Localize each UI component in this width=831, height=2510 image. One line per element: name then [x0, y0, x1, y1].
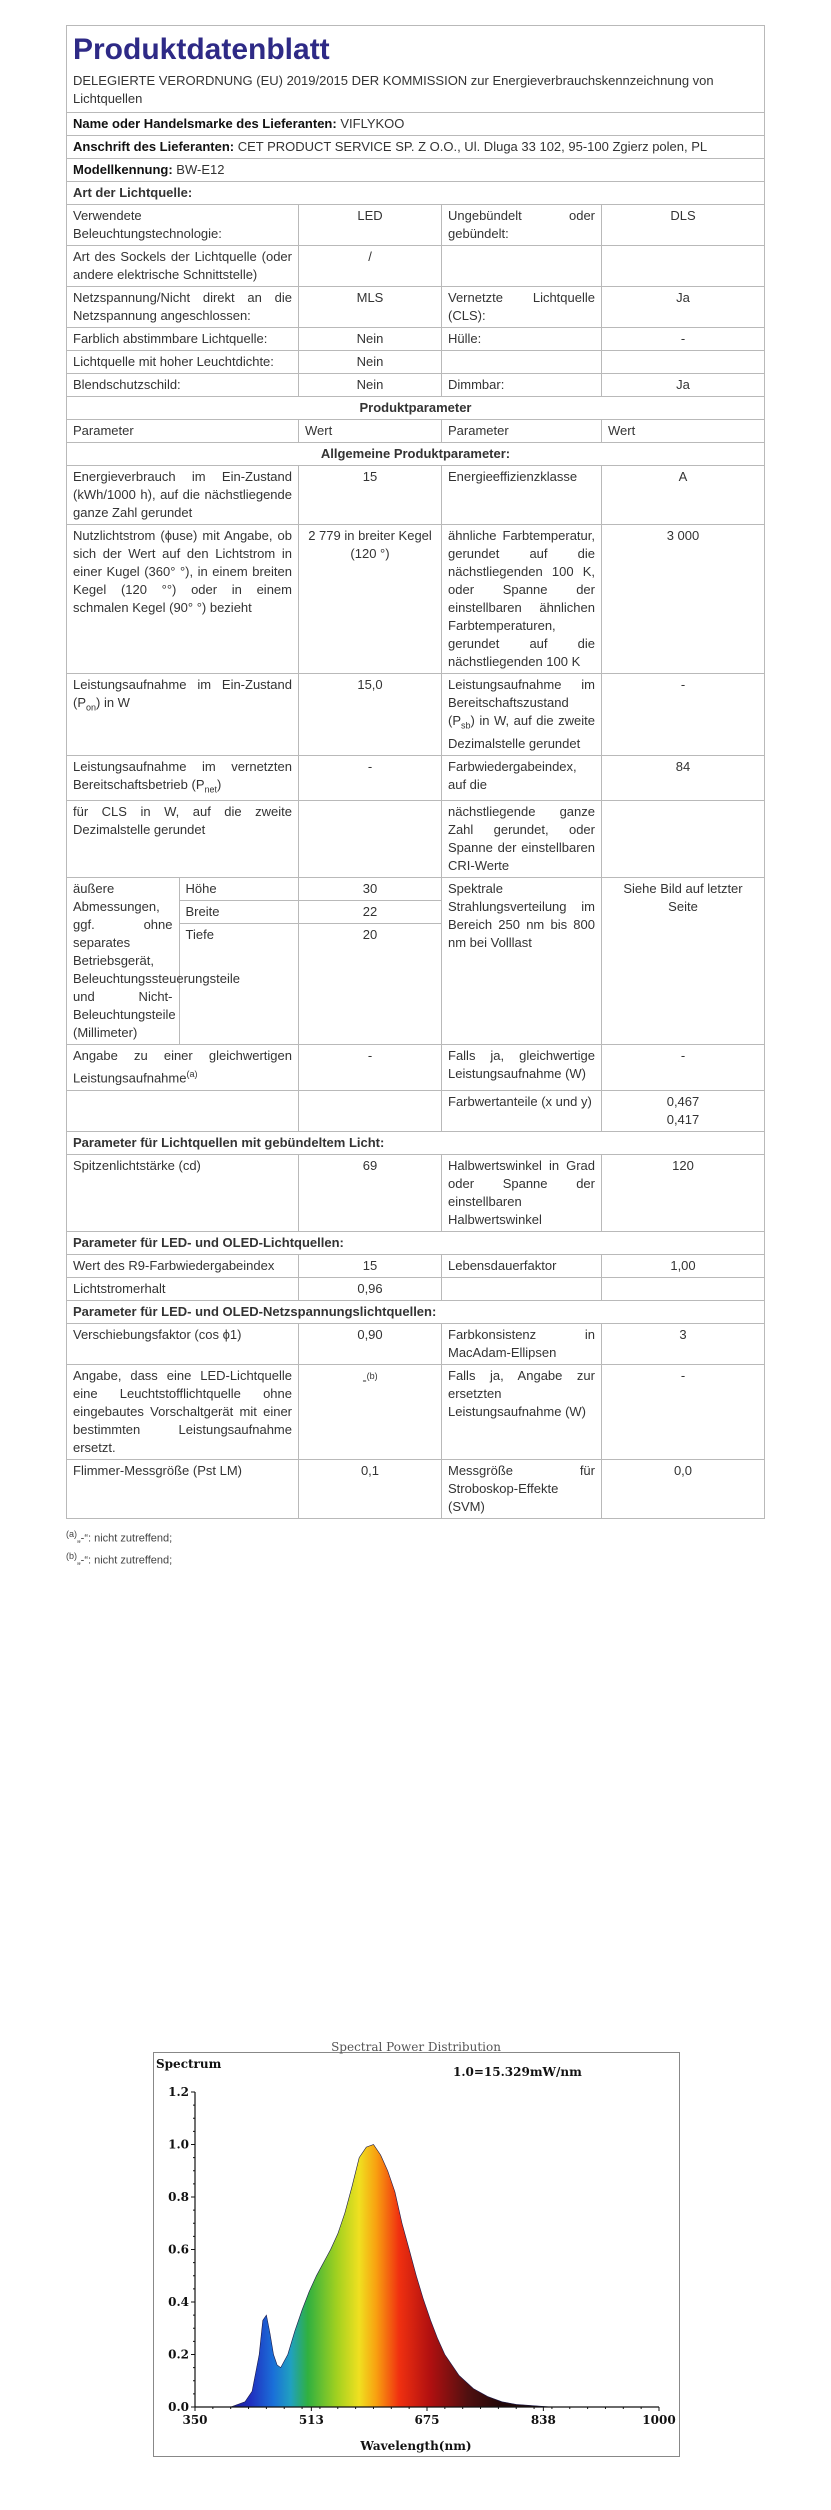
row-value: Nein [299, 374, 442, 397]
footnote-text: „-“: nicht zutreffend; [77, 1554, 173, 1567]
row-label: Verwendete Beleuchtungstechnologie: [67, 205, 299, 246]
footnote [66, 1547, 764, 1570]
replace-w-value: - [602, 1364, 765, 1459]
dim-width-label: Breite [180, 901, 299, 924]
flicker-value: 0,1 [299, 1459, 442, 1518]
equiv-label [67, 1045, 299, 1090]
cc-value: 3 [602, 1323, 765, 1364]
page-title: Produktdatenblatt [73, 33, 330, 66]
chroma-label: Farbwertanteile (x und y) [442, 1090, 602, 1131]
replace-value-cell [299, 1364, 442, 1459]
pf-value: 0,90 [299, 1323, 442, 1364]
psb-label [442, 674, 602, 756]
row-value: / [299, 246, 442, 287]
cut-title: Spectral Power Distribution [331, 2040, 501, 2054]
dim-height-value: 30 [299, 878, 441, 901]
general-params-heading: Allgemeine Produktparameter: [67, 443, 765, 466]
spd-value: Siehe Bild auf letzter Seite [602, 878, 765, 1045]
x-tick-label: 675 [414, 2413, 440, 2427]
row-label: Blendschutzschild: [67, 374, 299, 397]
cri-value: 84 [602, 755, 765, 801]
row-value-2: - [602, 328, 765, 351]
brand-value: VIFLYKOO [340, 116, 405, 131]
maint-value: 0,96 [299, 1277, 442, 1300]
footnotes [66, 1525, 764, 1570]
beam-value: 120 [602, 1154, 765, 1231]
energy-value: 15 [299, 466, 442, 525]
dims-inner [67, 878, 298, 1044]
led-heading: Parameter für LED- und OLED-Lichtquellen: [67, 1231, 765, 1254]
y-tick-label: 1.0 [168, 2137, 189, 2152]
replace-sup: (b) [366, 1370, 378, 1381]
cct-value: 3 000 [602, 525, 765, 674]
row-label-2: Dimmbar: [442, 374, 602, 397]
row-label-2: Ungebündelt oder gebündelt: [442, 205, 602, 246]
x-tick-label: 1000 [642, 2413, 676, 2427]
light-source-row [67, 351, 765, 374]
psb-label-post: ) in W, auf die zweite Dezimalstelle gerundet [448, 713, 595, 751]
x-tick-label: 838 [530, 2413, 556, 2427]
survival-label: Lebensdauerfaktor [442, 1254, 602, 1277]
address-value: CET PRODUCT SERVICE SP. Z O.O., Ul. Dluga 33 102, 95-100 Zgierz polen, PL [237, 139, 708, 154]
pnet-value: - [299, 755, 442, 801]
psb-label-pre: Leistungsaufnahme im Bereitschaftszustand (P [448, 677, 595, 728]
footnote-text: „-“: nicht zutreffend; [77, 1532, 173, 1545]
equiv-w-label: Falls ja, gleichwertige Leistungsaufnahme (W) [442, 1045, 602, 1090]
empty-cell [299, 801, 442, 878]
panel-label: Spectrum [156, 2057, 222, 2071]
row-label: Netzspannung/Nicht direkt an die Netzspannung angeschlossen: [67, 287, 299, 328]
light-source-row [67, 287, 765, 328]
empty-cell [602, 1277, 765, 1300]
y-tick-label: 0.6 [168, 2242, 189, 2257]
empty-cell [67, 1090, 299, 1131]
dims-label: äußere Abmessungen, ggf. ohne separates Betriebsgerät, Beleuchtungssteuerungsteile und Nicht-Beleuchtungsteile (Millimeter) [67, 878, 179, 1044]
row-value-2: Ja [602, 287, 765, 328]
eec-value: A [602, 466, 765, 525]
row-label: Art des Sockels der Lichtquelle (oder andere elektrische Schnittstelle) [67, 246, 299, 287]
flicker-label: Flimmer-Messgröße (Pst LM) [67, 1459, 299, 1518]
scale-note: 1.0=15.329mW/nm [453, 2065, 582, 2079]
peak-value: 69 [299, 1154, 442, 1231]
header-cell [67, 26, 765, 113]
y-tick-label: 0.2 [168, 2347, 189, 2362]
product-datasheet [66, 25, 764, 1570]
pon-label [67, 674, 299, 756]
dims-cell [67, 878, 299, 1045]
chroma-values [602, 1090, 765, 1131]
pon-label-pre: Leistungsaufnahme im Ein-Zustand (P [73, 677, 292, 710]
peak-label: Spitzenlichtstärke (cd) [67, 1154, 299, 1231]
light-source-row [67, 374, 765, 397]
replace-w-label: Falls ja, Angabe zur ersetzten Leistungsaufnahme (W) [442, 1364, 602, 1459]
row-label-2 [442, 351, 602, 374]
pnet-sub: net [204, 784, 218, 795]
light-source-row [67, 328, 765, 351]
row-label: Farblich abstimmbare Lichtquelle: [67, 328, 299, 351]
pnet-label-pre: Leistungsaufnahme im vernetzten Bereitschaftsbetrieb (P [73, 758, 292, 792]
row-value-2 [602, 246, 765, 287]
pnet-label [67, 755, 299, 801]
col-header-param: Parameter [67, 420, 299, 443]
datasheet-table [66, 25, 765, 1519]
col-header-value-2: Wert [602, 420, 765, 443]
mains-heading: Parameter für LED- und OLED-Netzspannungslichtquellen: [67, 1300, 765, 1323]
pnet-label-post: ) [217, 776, 222, 792]
address-row [67, 136, 765, 159]
r9-value: 15 [299, 1254, 442, 1277]
x-tick-label: 350 [182, 2413, 208, 2427]
light-source-heading: Art der Lichtquelle: [67, 182, 765, 205]
row-label-2 [442, 246, 602, 287]
row-label-2: Vernetzte Lichtquelle (CLS): [442, 287, 602, 328]
footnote-mark: (b) [66, 1551, 77, 1562]
model-row [67, 159, 765, 182]
footnote [66, 1525, 764, 1548]
light-source-row [67, 246, 765, 287]
beam-label: Halbwertswinkel in Grad oder Spanne der einstellbaren Halbwertswinkel [442, 1154, 602, 1231]
light-source-row [67, 205, 765, 246]
spd-label: Spektrale Strahlungsverteilung im Bereich 250 nm bis 800 nm bei Volllast [442, 878, 602, 1045]
empty-cell [299, 1090, 442, 1131]
replace-label: Angabe, dass eine LED-Lichtquelle eine Leuchtstofflichtquelle ohne eingebautes Vorschaltgerät mit einer bestimmten Leistungsaufnahme ersetzt. [67, 1364, 299, 1459]
model-label: Modellkennung: [73, 162, 173, 177]
strobo-value: 0,0 [602, 1459, 765, 1518]
dims-values [299, 878, 442, 1045]
directional-heading: Parameter für Lichtquellen mit gebündeltem Licht: [67, 1131, 765, 1154]
cc-label: Farbkonsistenz in MacAdam-Ellipsen [442, 1323, 602, 1364]
row-value: LED [299, 205, 442, 246]
equiv-label-text: Angabe zu einer gleichwertigen Leistungsaufnahme [73, 1048, 292, 1086]
cri-label-cont: nächstliegende ganze Zahl gerundet, oder Spanne der einstellbaren CRI-Werte [442, 801, 602, 878]
dim-width-value: 22 [299, 901, 441, 924]
energy-label: Energieverbrauch im Ein-Zustand (kWh/1000 h), auf die nächstliegende ganze Zahl gerundet [67, 466, 299, 525]
psb-sub: sb [461, 720, 471, 731]
row-value-2: Ja [602, 374, 765, 397]
y-tick-label: 0.8 [168, 2190, 189, 2204]
flux-label: Nutzlichtstrom (ϕuse) mit Angabe, ob sich der Wert auf den Lichtstrom in einer Kugel (360° °), in einem breiten Kegel (120 °°) oder in einem schmalen Kegel (90° °) bezieht [67, 525, 299, 674]
col-header-value: Wert [299, 420, 442, 443]
chroma-x: 0,467 [666, 1093, 700, 1109]
dim-depth-label: Tiefe [185, 927, 214, 943]
cct-label: ähnliche Farbtemperatur, gerundet auf die nächstliegenden 100 K, oder Spanne der einstellbaren ähnlichen Farbtemperaturen, gerundet auf die nächstliegenden 100 K [442, 525, 602, 674]
equiv-value: - [299, 1045, 442, 1090]
r9-label: Wert des R9-Farbwiedergabeindex [67, 1254, 299, 1277]
replace-value: - [362, 1371, 367, 1387]
pon-label-post: ) in W [96, 695, 130, 710]
equiv-sup: (a) [186, 1069, 198, 1080]
y-tick-label: 0.4 [168, 2295, 189, 2309]
x-tick-label: 513 [298, 2413, 324, 2427]
x-axis-label: Wavelength(nm) [360, 2439, 472, 2453]
pon-value: 15,0 [299, 674, 442, 756]
row-value: Nein [299, 328, 442, 351]
product-params-heading: Produktparameter [67, 397, 765, 420]
pnet-label-cont: für CLS in W, auf die zweite Dezimalstelle gerundet [67, 801, 299, 878]
spectrum-chart [153, 2040, 680, 2457]
brand-row [67, 113, 765, 136]
dims-names [179, 878, 298, 1044]
y-tick-label: 0.0 [168, 2400, 189, 2414]
pf-label: Verschiebungsfaktor (cos ϕ1) [67, 1323, 299, 1364]
brand-label: Name oder Handelsmarke des Lieferanten: [73, 116, 337, 131]
col-header-param-2: Parameter [442, 420, 602, 443]
chroma-y: 0,417 [666, 1111, 700, 1127]
model-value: BW-E12 [176, 162, 225, 177]
flux-value: 2 779 in breiter Kegel (120 °) [299, 525, 442, 674]
psb-value: - [602, 674, 765, 756]
maint-label: Lichtstromerhalt [67, 1277, 299, 1300]
row-value: MLS [299, 287, 442, 328]
dim-height-label: Höhe [180, 878, 299, 901]
equiv-w-value: - [602, 1045, 765, 1090]
strobo-label: Messgröße für Stroboskop-Effekte (SVM) [442, 1459, 602, 1518]
address-label: Anschrift des Lieferanten: [73, 139, 235, 154]
row-value-2: DLS [602, 205, 765, 246]
row-label-2: Hülle: [442, 328, 602, 351]
cri-label: Farbwiedergabeindex, auf die [442, 755, 602, 801]
eec-label: Energieeffizienzklasse [442, 466, 602, 525]
empty-cell [602, 801, 765, 878]
row-value: Nein [299, 351, 442, 374]
row-label: Lichtquelle mit hoher Leuchtdichte: [67, 351, 299, 374]
footnote-mark: (a) [66, 1528, 77, 1539]
spectrum-figure [153, 2040, 680, 2457]
row-value-2 [602, 351, 765, 374]
empty-cell [442, 1277, 602, 1300]
survival-value: 1,00 [602, 1254, 765, 1277]
pon-sub: on [86, 702, 97, 713]
y-tick-label: 1.2 [168, 2085, 189, 2099]
dim-depth-value: 20 [362, 927, 378, 943]
regulation-subtitle: DELEGIERTE VERORDNUNG (EU) 2019/2015 DER KOMMISSION zur Energieverbrauchskennzeichnung von Lichtquellen [73, 73, 714, 106]
